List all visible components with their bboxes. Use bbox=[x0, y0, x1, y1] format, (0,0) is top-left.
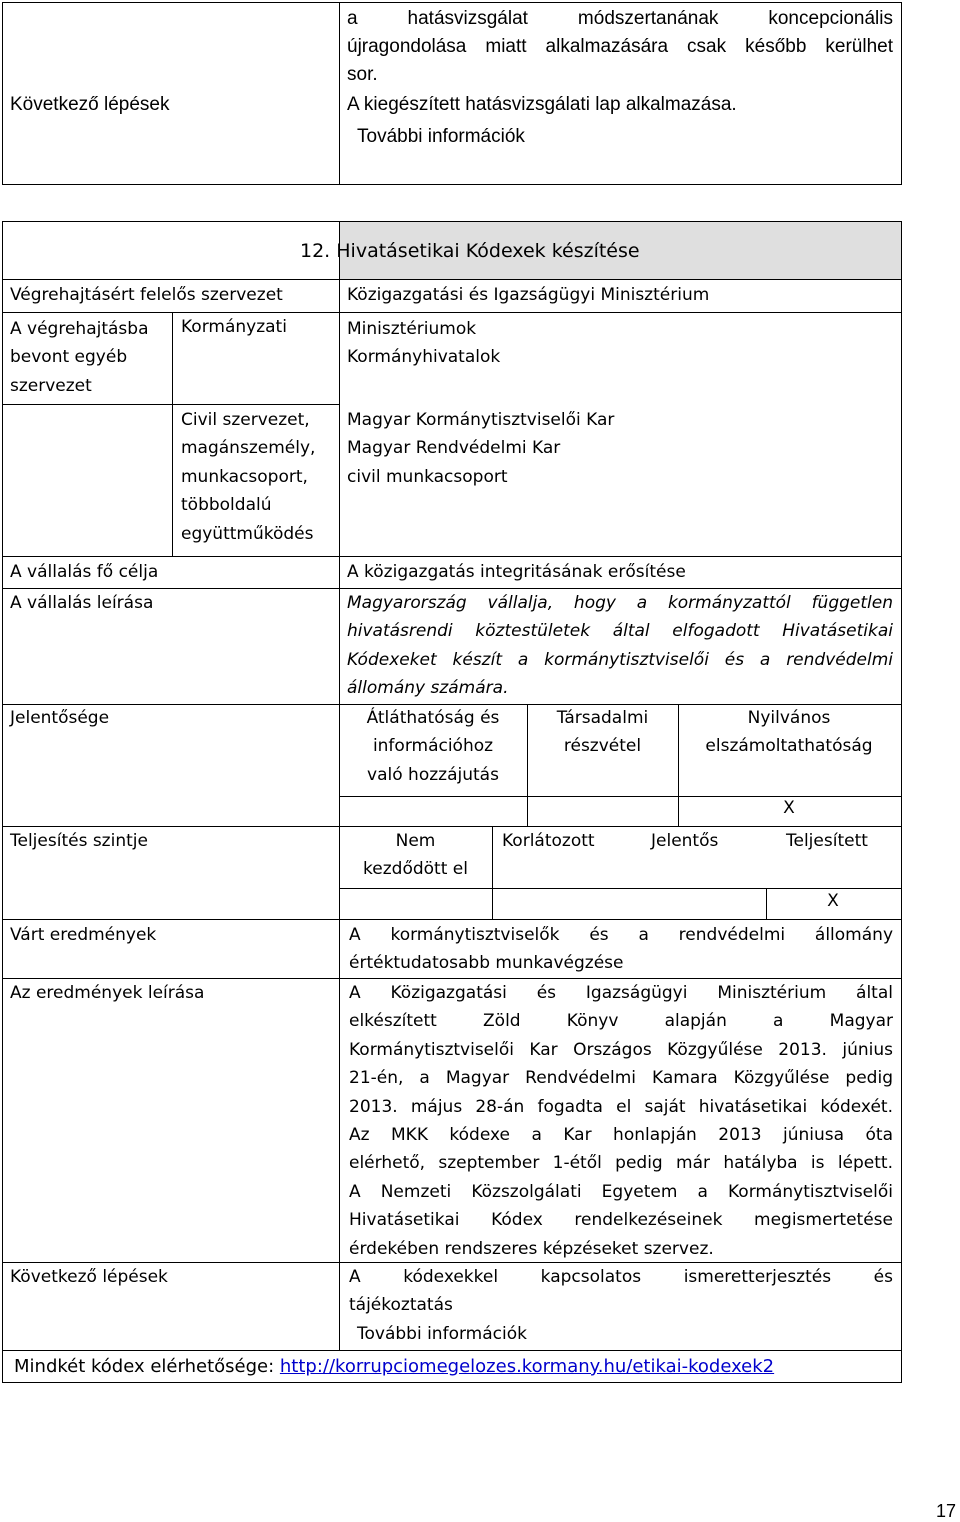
significance-label: Jelentősége bbox=[10, 708, 110, 728]
description-label: A vállalás leírása bbox=[10, 593, 154, 613]
page-number: 17 bbox=[936, 1501, 957, 1521]
involved-label: A végrehajtásba bevont egyéb szervezet bbox=[10, 319, 149, 396]
results-label: Az eredmények leírása bbox=[10, 983, 205, 1003]
involved-civil-values: Magyar Kormánytisztviselői Kar Magyar Rendvédelmi Kar civil munkacsoport bbox=[347, 410, 615, 487]
more-info: További információk bbox=[357, 1324, 527, 1344]
row-line bbox=[2, 556, 902, 557]
significance-accountability: Nyilvános elszámoltathatóság bbox=[705, 708, 873, 757]
row-line bbox=[339, 796, 902, 797]
significance-transparency: Átláthatóság és információhoz való hozzájutás bbox=[366, 708, 500, 785]
footer-prefix: Mindkét kódex elérhetősége: bbox=[14, 1356, 280, 1377]
goal-value: A közigazgatás integritásának erősítése bbox=[347, 562, 686, 582]
responsible-label: Végrehajtásért felelős szervezet bbox=[10, 285, 283, 305]
top-more-info: További információk bbox=[357, 126, 525, 147]
expected-value: A kormánytisztviselők és a rendvédelmi állomány értéktudatosabb munkavégzése bbox=[349, 925, 893, 974]
completion-not-started: Nem kezdődött el bbox=[363, 831, 468, 880]
row-line bbox=[2, 1350, 902, 1351]
results-value: A Közigazgatási és Igazságügyi Minisztérium által elkészített Zöld Könyv alapján a Magyar Kormánytisztviselői Kar Országos Közgyűlése 2013. június 21-én, a Magyar Rendvédelmi Kamara Közgyűlése pedig 2013. május 28-án fogadta el saját hivatásetikai kódexét. Az MKK kódexe a Kar honlapján 2013 júniusa óta elérhető, szeptember 1-étől pedig már hatályba is lépett. A Nemzeti Közszolgálati Egyetem a Kormánytisztviselői Hivatásetikai Kódex rendelkezéseinek megismertetése érdekében rendszeres képzéseket szervez. bbox=[349, 983, 893, 1259]
involved-gov-category: Kormányzati bbox=[181, 317, 287, 337]
row-line bbox=[2, 312, 902, 313]
top-table-divider bbox=[339, 2, 340, 185]
description-value: Magyarország vállalja, hogy a kormányzattól független hivatásrendi köztestületek által elfogadott Hivatásetikai Kódexeket készít a kormánytisztviselői és a rendvédelmi állomány számára. bbox=[347, 593, 893, 699]
top-next-steps-label: Következő lépések bbox=[10, 94, 170, 115]
completion-significant: Jelentős bbox=[651, 831, 719, 851]
footer-row bbox=[14, 1356, 774, 1377]
row-line bbox=[2, 404, 339, 405]
expected-label: Várt eredmények bbox=[10, 925, 157, 945]
involved-gov-values: Minisztériumok Kormányhivatalok bbox=[347, 319, 501, 368]
responsible-value: Közigazgatási és Igazságügyi Minisztérium bbox=[347, 285, 710, 305]
significance-mark-accountability: X bbox=[783, 798, 795, 818]
top-row1-line3: sor. bbox=[347, 64, 378, 85]
top-next-steps-value: A kiegészített hatásvizsgálati lap alkalmazása. bbox=[347, 94, 737, 115]
row-line bbox=[339, 888, 902, 889]
completion-mark-complete: X bbox=[827, 891, 839, 911]
col-line bbox=[172, 312, 173, 556]
top-row1-line1: a hatásvizsgálat módszertanának koncepcionális bbox=[347, 8, 893, 29]
row-line bbox=[2, 919, 902, 920]
top-row1-line2: újragondolása miatt alkalmazására csak később kerülhet bbox=[347, 36, 893, 57]
goal-label: A vállalás fő célja bbox=[10, 562, 159, 582]
significance-participation: Társadalmi részvétel bbox=[556, 708, 649, 757]
etikai-kodexek-link[interactable]: http://korrupciomegelozes.kormany.hu/etikai-kodexek2 bbox=[279, 1356, 775, 1377]
row-line bbox=[2, 279, 902, 280]
completion-complete: Teljesített bbox=[786, 831, 868, 851]
next-steps-value: A kódexekkel kapcsolatos ismeretterjesztés és tájékoztatás bbox=[349, 1267, 893, 1316]
section-title: 12. Hivatásetikai Kódexek készítése bbox=[300, 240, 640, 262]
completion-limited: Korlátozott bbox=[502, 831, 595, 851]
next-steps-label: Következő lépések bbox=[10, 1267, 168, 1287]
involved-civil-category: Civil szervezet, magánszemély, munkacsoport, többoldalú együttműködés bbox=[181, 410, 316, 544]
col-line bbox=[492, 826, 493, 919]
completion-label: Teljesítés szintje bbox=[10, 831, 148, 851]
